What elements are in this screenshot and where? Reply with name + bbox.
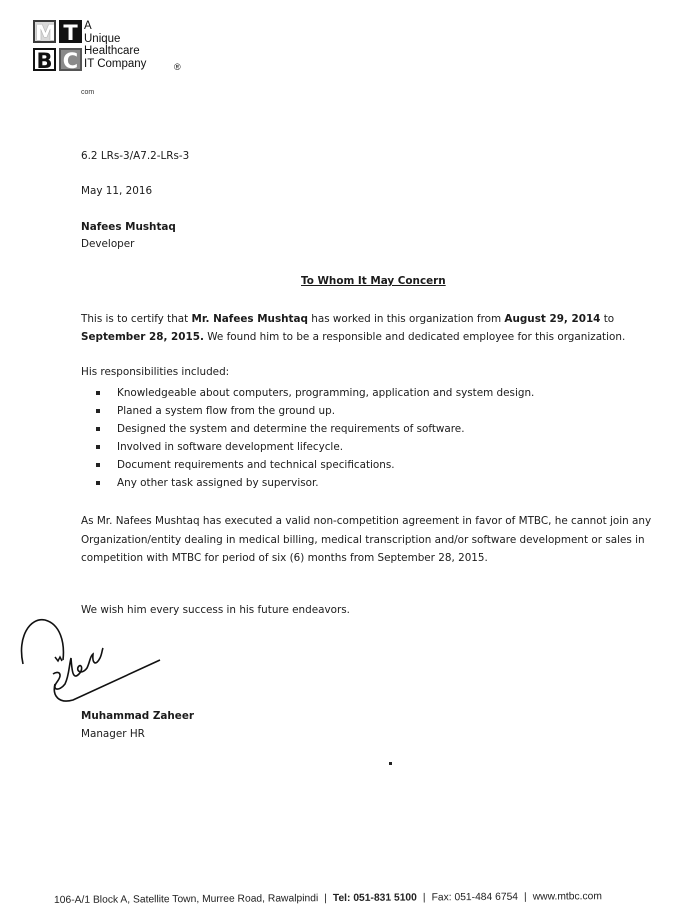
start-date: August 29, 2014 [504,313,601,325]
logo-letter-m: M [35,21,56,45]
registered-mark: ® [174,62,181,72]
list-item [96,420,534,438]
tagline-line: Healthcare [84,45,140,57]
footer-fax: Fax: 051-484 6754 [431,891,519,904]
company-logo [33,20,181,100]
bullet-icon [96,445,100,449]
logo-letter-t: T [59,20,82,43]
letter-heading: To Whom It May Concern [301,275,446,287]
responsibilities-list [96,384,534,492]
text: has worked in this organization from [307,313,505,325]
bullet-icon [96,481,100,485]
text: This is to certify that [81,313,192,325]
bullet-icon [96,463,100,467]
separator: | [422,892,426,904]
list-item [96,402,534,420]
signature-icon [15,612,165,712]
footer-website: www.mtbc.com [532,891,602,903]
recipient-title: Developer [81,238,135,250]
recipient-name: Nafees Mushtaq [81,221,176,233]
item-text: Designed the system and determine the requirements of software. [117,423,465,435]
list-item [96,384,534,402]
list-item [96,474,534,492]
tagline-line: IT Company [84,57,147,70]
responsibilities-intro: His responsibilities included: [81,366,230,378]
item-text: Knowledgeable about computers, programming, application and system design. [117,387,535,399]
item-text: Document requirements and technical specifications. [117,459,395,471]
item-text: Planed a system flow from the ground up. [117,405,336,417]
tagline-line: A [84,20,92,32]
list-item [96,456,534,474]
text: to [600,313,615,325]
logo-suffix: com [81,89,95,96]
non-compete-paragraph: As Mr. Nafees Mushtaq has executed a valid non-competition agreement in favor of MTBC, he cannot join any Organization/entity dealing in medical billing, medical transcription and/or software development or sales in competition with MTBC for period of six (6) months from September 28, 2015. [81,515,652,564]
item-text: Any other task assigned by supervisor. [117,477,319,489]
item-text: Involved in software development lifecycle. [117,441,344,453]
closing-line: We wish him every success in his future endeavors. [81,604,350,616]
stray-mark [389,762,392,765]
logo-letter-c: C [59,48,82,71]
certification-paragraph [81,310,656,346]
list-item [96,438,534,456]
letter-date: May 11, 2016 [81,185,153,197]
employee-name: Mr. Nafees Mushtaq [191,313,308,325]
reference-number: 6.2 LRs-3/A7.2-LRs-3 [81,150,190,162]
signer-name: Muhammad Zaheer [81,710,195,722]
text: We found him to be a responsible and dedicated employee for this organization. [203,331,626,343]
bullet-icon [96,427,100,431]
footer-address: 106-A/1 Block A, Satellite Town, Murree Road, Rawalpindi [53,893,319,906]
separator: | [324,893,327,905]
footer-tel: Tel: 051-831 5100 [332,892,417,905]
tagline-line: Unique [84,32,121,45]
separator: | [523,891,527,903]
bullet-icon [96,391,100,395]
footer-address-bar [54,891,602,906]
signer-title: Manager HR [81,728,145,740]
logo-letter-b: B [33,48,56,71]
logo-tagline [84,20,146,70]
bullet-icon [96,409,100,413]
end-date: September 28, 2015. [81,331,204,343]
